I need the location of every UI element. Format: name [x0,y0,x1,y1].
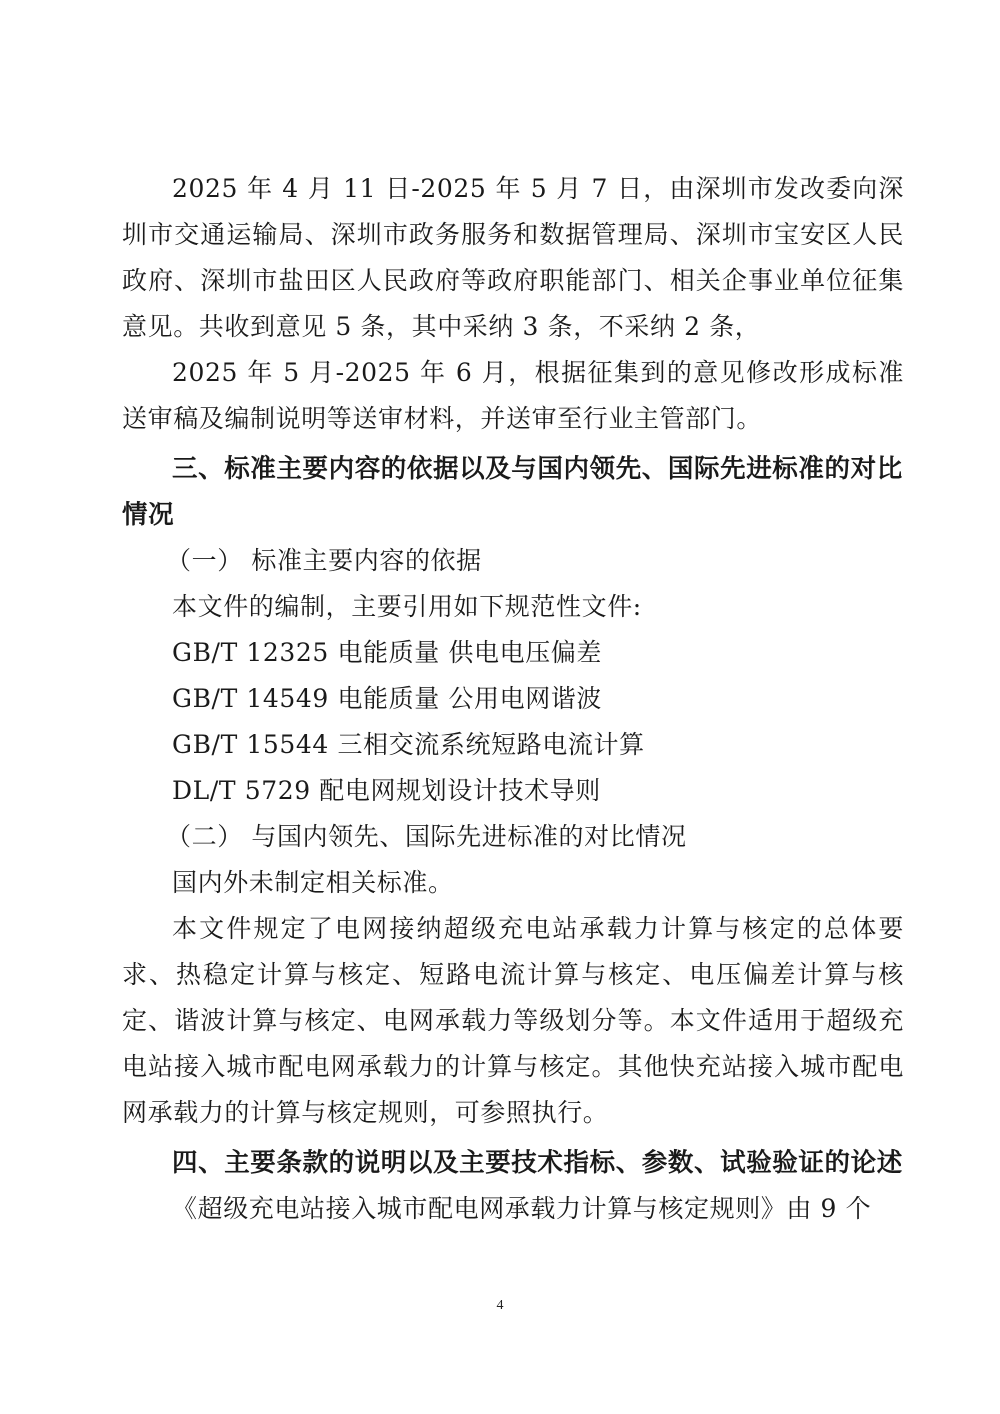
paragraph-references-intro: 本文件的编制，主要引用如下规范性文件: [172,592,642,621]
subsection-heading-1: （一） 标准主要内容的依据 [166,546,482,575]
paragraph-consultation: 2025 年 4 月 11 日-2025 年 5 月 7 日，由深圳市发改委向深圳市交通运输局、深圳市政务服务和数据管理局、深圳市宝安区人民政府、深圳市盐田区人民政府等政府职能部门、相关企事业单位征集意见。共收到意见 5 条，其中采纳 3 条，不采纳 2 条， [122,174,904,341]
paragraph-revision: 2025 年 5 月-2025 年 6 月，根据征集到的意见修改形成标准送审稿及编制说明等送审材料，并送审至行业主管部门。 [122,358,904,433]
page-body [122,166,904,1232]
reference-item: GB/T 12325 电能质量 供电电压偏差 [172,638,603,667]
reference-item: DL/T 5729 配电网规划设计技术导则 [172,776,601,805]
page-number: 4 [496,1298,504,1313]
paragraph-scope: 本文件规定了电网接纳超级充电站承载力计算与核定的总体要求、热稳定计算与核定、短路电流计算与核定、电压偏差计算与核定、谐波计算与核定、电网承载力等级划分等。本文件适用于超级充电站接入城市配电网承载力的计算与核定。其他快充站接入城市配电网承载力的计算与核定规则，可参照执行。 [122,914,904,1127]
subsection-heading-2: （二） 与国内领先、国际先进标准的对比情况 [166,822,687,851]
reference-item: GB/T 14549 电能质量 公用电网谐波 [172,684,603,713]
reference-item: GB/T 15544 三相交流系统短路电流计算 [172,730,645,759]
paragraph-clauses: 《超级充电站接入城市配电网承载力计算与核定规则》由 9 个 [172,1194,872,1223]
section-heading-3: 三、标准主要内容的依据以及与国内领先、国际先进标准的对比情况 [122,454,903,530]
section-heading-4: 四、主要条款的说明以及主要技术指标、参数、试验验证的论述 [172,1148,903,1178]
paragraph-no-standards: 国内外未制定相关标准。 [172,868,454,897]
